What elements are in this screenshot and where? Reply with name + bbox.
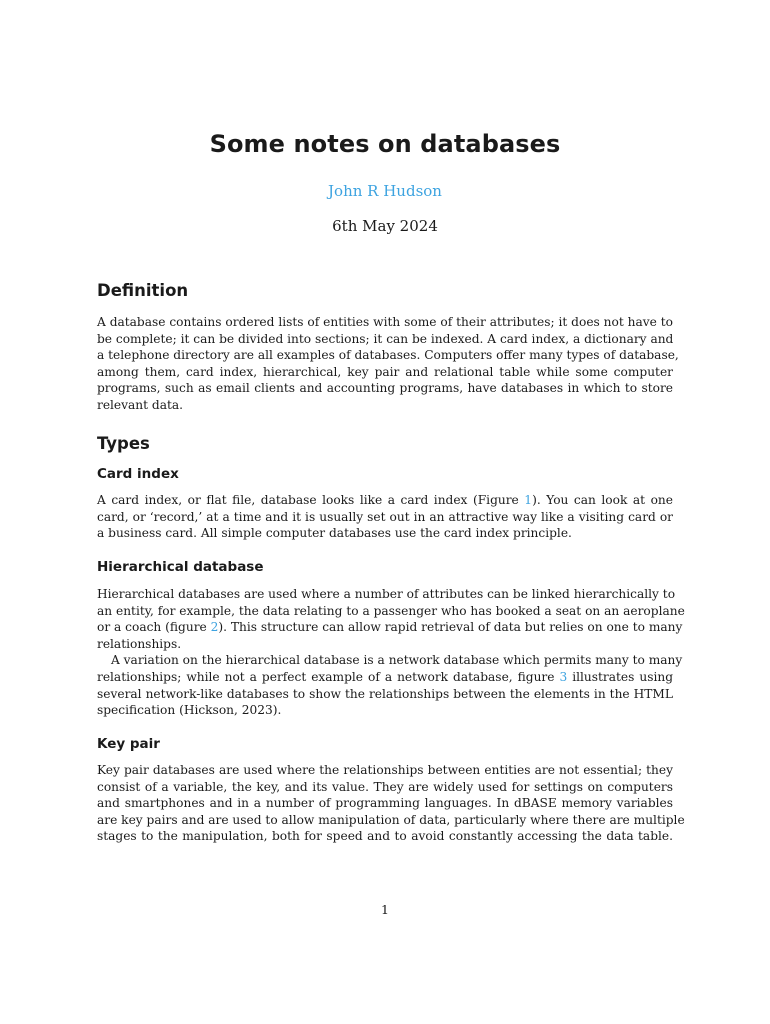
text-line: A variation on the hierarchical database is a network database which permits many to many [111,653,683,668]
text-line: relationships. [97,636,182,651]
text-line: and smartphones and in a number of programming languages. In dBASE memory variables [97,796,673,811]
heading-key-pair: Key pair [97,736,160,752]
page-title: Some notes on databases [209,130,561,158]
text-line: a telephone directory are all examples of databases. Computers offer many types of database, [97,348,679,363]
heading-hierarchical-database: Hierarchical database [97,559,264,575]
text-line: stages to the manipulation, both for speed and to avoid constantly accessing the data table. [97,829,673,844]
text-span: illustrates using [567,669,673,684]
hierarchical-paragraph [97,586,685,719]
text-span: relationships; while not a perfect example of a network database, figure [97,669,560,684]
text-line: consist of a variable, the key, and its value. They are widely used for settings on computers [97,779,673,794]
page-number: 1 [381,902,389,917]
text-span: or a coach (figure [97,620,211,635]
text-line: card, or ‘record,’ at a time and it is usually set out in an attractive way like a visiting card or [97,509,673,524]
text-line: Key pair databases are used where the relationships between entities are not essential; they [97,763,673,777]
key-pair-paragraph [97,762,685,845]
figure-2-link[interactable]: 2 [210,620,219,635]
author-link[interactable]: John R Hudson [328,182,442,200]
text-line: specification (Hickson, 2023). [97,703,282,718]
heading-types: Types [97,434,150,453]
text-line [97,619,683,636]
heading-card-index: Card index [97,466,179,482]
document-date: 6th May 2024 [332,217,438,235]
text-line: a business card. All simple computer databases use the card index principle. [97,526,572,541]
text-line: Hierarchical databases are used where a number of attributes can be linked hierarchically to [97,587,676,601]
text-line [97,669,673,686]
definition-paragraph [97,314,679,414]
text-line: several network-like databases to show the relationships between the elements in the HTML [97,686,673,701]
text-line: are key pairs and are used to allow manipulation of data, particularly where there are multiple [97,812,685,827]
text-line: be complete; it can be divided into sections; it can be indexed. A card index, a dictionary and [97,331,674,346]
figure-3-link[interactable]: 3 [559,669,568,684]
card-index-paragraph [97,492,673,542]
text-line: an entity, for example, the data relating to a passenger who has booked a seat on an aeroplane [97,603,685,618]
text-line [97,492,673,509]
text-span: ). You can look at one [532,493,673,507]
text-line: programs, such as email clients and accounting programs, have databases in which to store [97,381,673,396]
text-span: A card index, or flat file, database looks like a card index (Figure [97,493,525,507]
text-line: among them, card index, hierarchical, key pair and relational table while some computer [97,364,673,379]
text-line: A database contains ordered lists of entities with some of their attributes; it does not have to [97,315,673,329]
heading-definition: Definition [97,281,189,300]
text-span: ). This structure can allow rapid retrieval of data but relies on one to many [218,620,683,635]
text-line: relevant data. [97,397,184,412]
figure-1-link[interactable]: 1 [524,493,533,507]
